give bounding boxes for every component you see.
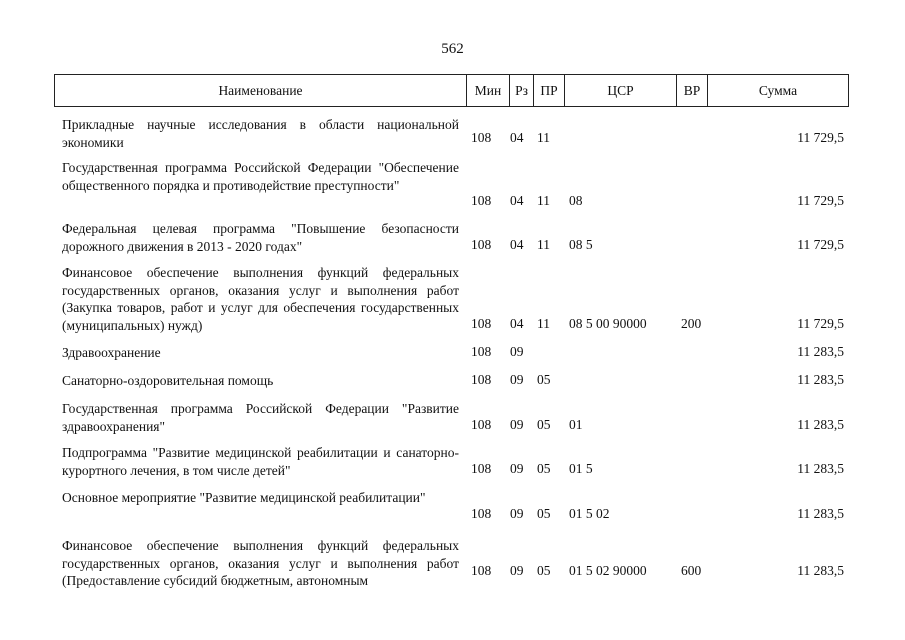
- page-number: 562: [441, 41, 464, 57]
- row-csr: 01 5 02 90000: [569, 563, 647, 578]
- row-sum: 11 283,5: [797, 563, 844, 578]
- row-pr: 11: [537, 193, 550, 208]
- row-pr: 05: [537, 461, 551, 476]
- row-name: Финансовое обеспечение выполнения функций федеральных государственных органов, оказания услуг и выполнения работ (Предоставление субсидий бюджетным, автономным: [62, 538, 459, 588]
- row-sum: 11 283,5: [797, 344, 844, 359]
- header-csr: ЦСР: [564, 75, 676, 106]
- header-pr: ПР: [533, 75, 564, 106]
- row-rz: 04: [510, 237, 524, 252]
- row-csr: 01 5 02: [569, 506, 610, 521]
- row-min: 108: [471, 130, 492, 145]
- row-csr: 01 5: [569, 461, 593, 476]
- row-rz: 09: [510, 372, 524, 387]
- row-sum: 11 729,5: [797, 316, 844, 331]
- row-vr: 600: [681, 563, 702, 578]
- row-csr: 08 5: [569, 237, 593, 252]
- row-min: 108: [471, 461, 492, 476]
- row-min: 108: [471, 344, 492, 359]
- header-min: Мин: [466, 75, 509, 106]
- row-min: 108: [471, 417, 492, 432]
- header-rz: Рз: [509, 75, 533, 106]
- row-name: Прикладные научные исследования в области национальной экономики: [62, 117, 459, 150]
- table-row: [0, 400, 905, 435]
- header-name: Наименование: [218, 83, 303, 98]
- row-min: 108: [471, 316, 492, 331]
- row-pr: 05: [537, 372, 551, 387]
- table-row: [0, 264, 905, 334]
- row-name: Подпрограмма "Развитие медицинской реабилитации и санаторно-курортного лечения, в том числе детей": [62, 445, 459, 478]
- row-csr: 08: [569, 193, 583, 208]
- row-rz: 04: [510, 193, 524, 208]
- row-pr: 05: [537, 506, 551, 521]
- row-sum: 11 283,5: [797, 417, 844, 432]
- row-rz: 09: [510, 461, 524, 476]
- row-min: 108: [471, 372, 492, 387]
- row-csr: 08 5 00 90000: [569, 316, 647, 331]
- row-rz: 04: [510, 316, 524, 331]
- row-rz: 09: [510, 344, 524, 359]
- row-rz: 04: [510, 130, 524, 145]
- row-name: Здравоохранение: [62, 345, 161, 360]
- row-sum: 11 729,5: [797, 130, 844, 145]
- row-min: 108: [471, 563, 492, 578]
- row-pr: 11: [537, 237, 550, 252]
- row-pr: 11: [537, 130, 550, 145]
- row-sum: 11 283,5: [797, 461, 844, 476]
- row-sum: 11 283,5: [797, 506, 844, 521]
- header-vr: ВР: [676, 75, 707, 106]
- table-row: [0, 444, 905, 479]
- row-rz: 09: [510, 417, 524, 432]
- row-sum: 11 283,5: [797, 372, 844, 387]
- row-min: 108: [471, 237, 492, 252]
- row-name: Государственная программа Российской Федерации "Развитие здравоохранения": [62, 401, 459, 434]
- header-sum: Сумма: [707, 75, 848, 106]
- row-name: Санаторно-оздоровительная помощь: [62, 373, 274, 388]
- table-row: [0, 116, 905, 151]
- row-min: 108: [471, 506, 492, 521]
- table-row: [0, 220, 905, 255]
- row-vr: 200: [681, 316, 702, 331]
- row-sum: 11 729,5: [797, 237, 844, 252]
- table-row: [0, 489, 905, 524]
- table-row: [0, 537, 905, 590]
- row-name: Государственная программа Российской Федерации "Обеспечение общественного порядка и противодействие преступности": [62, 160, 459, 193]
- row-name: Финансовое обеспечение выполнения функций федеральных государственных органов, оказания услуг и выполнения работ (Закупка товаров, работ и услуг для обеспечения государственных (муниципальных) нужд): [62, 265, 459, 333]
- table-row: [0, 372, 905, 390]
- row-pr: 11: [537, 316, 550, 331]
- table-row: [0, 344, 905, 362]
- row-pr: 05: [537, 563, 551, 578]
- table-header: [54, 74, 849, 107]
- row-csr: 01: [569, 417, 583, 432]
- row-sum: 11 729,5: [797, 193, 844, 208]
- row-rz: 09: [510, 506, 524, 521]
- row-name: Федеральная целевая программа "Повышение безопасности дорожного движения в 2013 - 2020 годах": [62, 221, 459, 254]
- row-rz: 09: [510, 563, 524, 578]
- row-pr: 05: [537, 417, 551, 432]
- row-name: Основное мероприятие "Развитие медицинской реабилитации": [62, 490, 426, 505]
- row-min: 108: [471, 193, 492, 208]
- table-row: [0, 159, 905, 212]
